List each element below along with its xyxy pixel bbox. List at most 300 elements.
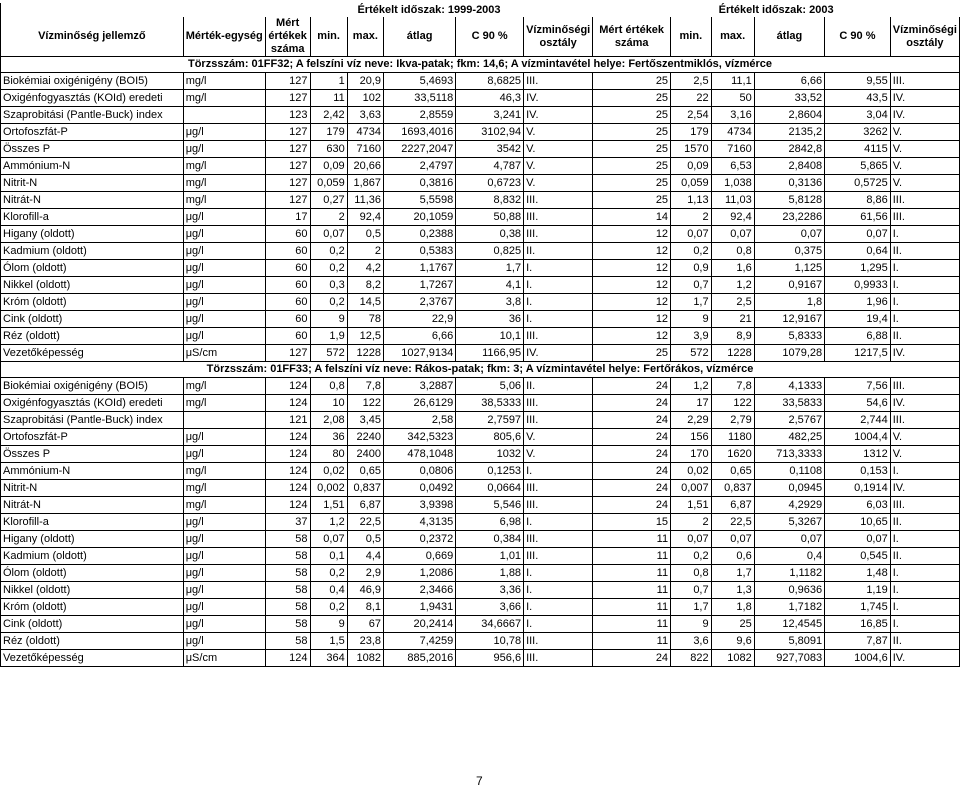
table-cell: V. xyxy=(890,429,959,446)
table-cell: 630 xyxy=(310,141,347,158)
table-cell: 1,7267 xyxy=(384,277,456,294)
table-cell: 2 xyxy=(310,209,347,226)
table-cell: 6,66 xyxy=(754,73,824,90)
table-cell: V. xyxy=(524,158,593,175)
table-cell: V. xyxy=(890,158,959,175)
table-cell: 3,04 xyxy=(825,107,891,124)
table-row xyxy=(1,412,960,429)
table-cell: 1004,6 xyxy=(825,650,891,667)
table-cell: 6,53 xyxy=(711,158,754,175)
col-header-avg: átlag xyxy=(384,17,456,57)
table-cell: μg/l xyxy=(183,565,265,582)
table-row xyxy=(1,260,960,277)
table-cell: 0,7 xyxy=(671,582,712,599)
table-cell: 2,29 xyxy=(671,412,712,429)
table-cell: II. xyxy=(890,328,959,345)
table-cell: 11 xyxy=(593,616,671,633)
table-cell: 0,07 xyxy=(711,226,754,243)
table-cell: 7,87 xyxy=(825,633,891,650)
table-cell: III. xyxy=(890,412,959,429)
table-cell: 50,88 xyxy=(456,209,524,226)
table-cell: III. xyxy=(524,73,593,90)
table-row xyxy=(1,192,960,209)
table-cell: 0,02 xyxy=(671,463,712,480)
table-cell: 0,07 xyxy=(754,226,824,243)
table-cell: 1,1767 xyxy=(384,260,456,277)
table-cell: 12 xyxy=(593,260,671,277)
table-cell: μS/cm xyxy=(183,650,265,667)
table-body xyxy=(1,57,960,667)
table-cell: μg/l xyxy=(183,616,265,633)
table-cell: 124 xyxy=(265,446,310,463)
table-cell: 1,2 xyxy=(671,378,712,395)
table-cell: 60 xyxy=(265,328,310,345)
table-cell: 7,8 xyxy=(347,378,383,395)
table-cell: mg/l xyxy=(183,395,265,412)
table-cell: 1,13 xyxy=(671,192,712,209)
table-cell: 2,3466 xyxy=(384,582,456,599)
table-cell: 127 xyxy=(265,141,310,158)
table-cell: 1,7 xyxy=(456,260,524,277)
table-cell: 0,07 xyxy=(754,531,824,548)
table-cell: 124 xyxy=(265,497,310,514)
table-cell: μS/cm xyxy=(183,345,265,362)
table-cell: 1027,9134 xyxy=(384,345,456,362)
table-cell: 25 xyxy=(593,175,671,192)
table-cell: 12 xyxy=(593,277,671,294)
table-cell: 0,65 xyxy=(347,463,383,480)
table-cell: 0,4 xyxy=(754,548,824,565)
table-cell: 1,9 xyxy=(310,328,347,345)
table-cell: 0,545 xyxy=(825,548,891,565)
table-cell: 927,7083 xyxy=(754,650,824,667)
table-cell: I. xyxy=(890,311,959,328)
table-row xyxy=(1,243,960,260)
table-cell: 1032 xyxy=(456,446,524,463)
table-cell: 12,9167 xyxy=(754,311,824,328)
table-cell: 3102,94 xyxy=(456,124,524,141)
table-cell: Szaprobitási (Pantle-Buck) index xyxy=(1,412,184,429)
table-cell: μg/l xyxy=(183,514,265,531)
table-cell: III. xyxy=(524,328,593,345)
table-cell: Higany (oldott) xyxy=(1,531,184,548)
table-cell: 2,5 xyxy=(711,294,754,311)
table-cell: 3,9398 xyxy=(384,497,456,514)
table-cell: 1,2 xyxy=(310,514,347,531)
table-cell: 4,2929 xyxy=(754,497,824,514)
table-cell: I. xyxy=(890,565,959,582)
table-cell: 2400 xyxy=(347,446,383,463)
table-cell: I. xyxy=(890,582,959,599)
table-cell: 60 xyxy=(265,260,310,277)
table-cell: 0,1108 xyxy=(754,463,824,480)
table-cell: 2135,2 xyxy=(754,124,824,141)
table-row xyxy=(1,175,960,192)
table-cell: 1,745 xyxy=(825,599,891,616)
table-row xyxy=(1,328,960,345)
table-cell: 12 xyxy=(593,226,671,243)
table-cell: III. xyxy=(524,209,593,226)
table-cell: 8,86 xyxy=(825,192,891,209)
table-cell: III. xyxy=(890,378,959,395)
table-cell: 24 xyxy=(593,429,671,446)
table-row xyxy=(1,311,960,328)
table-cell: 7160 xyxy=(347,141,383,158)
table-row xyxy=(1,650,960,667)
table-cell: I. xyxy=(524,277,593,294)
table-cell: 124 xyxy=(265,480,310,497)
table-cell: 25 xyxy=(593,158,671,175)
table-cell: III. xyxy=(890,73,959,90)
table-cell: μg/l xyxy=(183,243,265,260)
table-cell: 5,3267 xyxy=(754,514,824,531)
table-cell: μg/l xyxy=(183,582,265,599)
table-cell: 482,25 xyxy=(754,429,824,446)
table-cell: I. xyxy=(890,616,959,633)
table-cell: 11,03 xyxy=(711,192,754,209)
table-cell: Ortofoszfát-P xyxy=(1,429,184,446)
table-cell: 8,1 xyxy=(347,599,383,616)
table-cell: 80 xyxy=(310,446,347,463)
table-cell: 156 xyxy=(671,429,712,446)
table-cell: V. xyxy=(524,141,593,158)
table-cell: Ólom (oldott) xyxy=(1,260,184,277)
table-cell: I. xyxy=(890,531,959,548)
table-cell: mg/l xyxy=(183,90,265,107)
table-cell: 11 xyxy=(593,599,671,616)
table-cell: Vezetőképesség xyxy=(1,650,184,667)
table-cell: 0,8 xyxy=(310,378,347,395)
table-cell: I. xyxy=(524,599,593,616)
table-cell xyxy=(183,107,265,124)
table-row xyxy=(1,616,960,633)
table-cell: V. xyxy=(524,175,593,192)
table-cell: 12 xyxy=(593,243,671,260)
table-cell: III. xyxy=(524,497,593,514)
table-cell: 2 xyxy=(671,514,712,531)
table-cell: 0,5 xyxy=(347,226,383,243)
table-cell: 4,3135 xyxy=(384,514,456,531)
table-cell: μg/l xyxy=(183,124,265,141)
table-row xyxy=(1,124,960,141)
table-cell: 0,375 xyxy=(754,243,824,260)
table-cell: 124 xyxy=(265,429,310,446)
table-cell: 9 xyxy=(310,616,347,633)
table-cell: III. xyxy=(890,497,959,514)
table-cell: 1082 xyxy=(347,650,383,667)
table-cell: 25 xyxy=(711,616,754,633)
table-cell: 1570 xyxy=(671,141,712,158)
table-cell: 11,36 xyxy=(347,192,383,209)
table-row xyxy=(1,294,960,311)
table-cell: 5,8333 xyxy=(754,328,824,345)
table-cell: 1693,4016 xyxy=(384,124,456,141)
table-cell: I. xyxy=(524,463,593,480)
table-cell: mg/l xyxy=(183,158,265,175)
table-cell: 0,2 xyxy=(671,548,712,565)
table-cell: 9,6 xyxy=(711,633,754,650)
table-cell: 8,6825 xyxy=(456,73,524,90)
table-cell: 24 xyxy=(593,378,671,395)
table-cell: 14,5 xyxy=(347,294,383,311)
col-header-parameter: Vízminőség jellemző xyxy=(1,17,184,57)
table-cell: 1,2 xyxy=(711,277,754,294)
table-cell: Ammónium-N xyxy=(1,463,184,480)
table-cell: 11,1 xyxy=(711,73,754,90)
table-cell: 5,5598 xyxy=(384,192,456,209)
table-cell: 0,9167 xyxy=(754,277,824,294)
table-cell: 121 xyxy=(265,412,310,429)
table-cell: 61,56 xyxy=(825,209,891,226)
col-header-max-2003: max. xyxy=(711,17,754,57)
table-cell: 24 xyxy=(593,650,671,667)
table-cell: 3,66 xyxy=(456,599,524,616)
station-title-row xyxy=(1,57,960,73)
table-cell: μg/l xyxy=(183,209,265,226)
table-cell: Réz (oldott) xyxy=(1,328,184,345)
table-cell: 1,1182 xyxy=(754,565,824,582)
table-cell: Cink (oldott) xyxy=(1,616,184,633)
table-cell: Nikkel (oldott) xyxy=(1,582,184,599)
table-cell: 805,6 xyxy=(456,429,524,446)
table-cell: mg/l xyxy=(183,175,265,192)
table-cell: 6,87 xyxy=(347,497,383,514)
table-cell: 1217,5 xyxy=(825,345,891,362)
table-cell: 4,4 xyxy=(347,548,383,565)
table-cell: 342,5323 xyxy=(384,429,456,446)
table-cell: III. xyxy=(524,531,593,548)
table-cell: 9,55 xyxy=(825,73,891,90)
table-cell: 2,9 xyxy=(347,565,383,582)
table-cell: 24 xyxy=(593,463,671,480)
table-cell: 885,2016 xyxy=(384,650,456,667)
table-cell: 1,01 xyxy=(456,548,524,565)
table-cell: 23,2286 xyxy=(754,209,824,226)
table-cell: 0,64 xyxy=(825,243,891,260)
column-header-row xyxy=(1,17,960,57)
table-cell: 1004,4 xyxy=(825,429,891,446)
table-cell: 22,5 xyxy=(711,514,754,531)
table-cell: 6,98 xyxy=(456,514,524,531)
table-cell: 7,8 xyxy=(711,378,754,395)
table-cell: 1,5 xyxy=(310,633,347,650)
table-cell: 50 xyxy=(711,90,754,107)
table-cell: 7,56 xyxy=(825,378,891,395)
table-cell: 179 xyxy=(310,124,347,141)
table-row xyxy=(1,548,960,565)
table-cell: IV. xyxy=(890,107,959,124)
table-cell: Vezetőképesség xyxy=(1,345,184,362)
table-cell: 26,6129 xyxy=(384,395,456,412)
col-header-max: max. xyxy=(347,17,383,57)
table-cell: V. xyxy=(890,124,959,141)
table-cell: 20,66 xyxy=(347,158,383,175)
table-cell: 1,7182 xyxy=(754,599,824,616)
table-cell: 25 xyxy=(593,141,671,158)
table-cell: 60 xyxy=(265,226,310,243)
table-cell: Nitrát-N xyxy=(1,497,184,514)
table-cell: 4734 xyxy=(711,124,754,141)
table-cell: 24 xyxy=(593,497,671,514)
table-cell: 2,54 xyxy=(671,107,712,124)
table-cell: 9 xyxy=(310,311,347,328)
table-cell: 1,96 xyxy=(825,294,891,311)
table-cell: 1312 xyxy=(825,446,891,463)
table-row xyxy=(1,514,960,531)
table-cell: 3542 xyxy=(456,141,524,158)
table-cell: 8,9 xyxy=(711,328,754,345)
table-cell: 12 xyxy=(593,311,671,328)
table-cell: 0,07 xyxy=(711,531,754,548)
table-cell: II. xyxy=(524,243,593,260)
table-cell: 4,787 xyxy=(456,158,524,175)
period-2003: Értékelt időszak: 2003 xyxy=(718,4,834,16)
table-cell: Réz (oldott) xyxy=(1,633,184,650)
table-cell: 3,16 xyxy=(711,107,754,124)
table-row xyxy=(1,378,960,395)
table-cell: 17 xyxy=(265,209,310,226)
table-cell: 0,6723 xyxy=(456,175,524,192)
table-cell: Cink (oldott) xyxy=(1,311,184,328)
table-cell: 0,0664 xyxy=(456,480,524,497)
table-cell: IV. xyxy=(890,395,959,412)
table-cell: 1 xyxy=(310,73,347,90)
table-cell: 0,2 xyxy=(310,260,347,277)
table-cell: 67 xyxy=(347,616,383,633)
table-cell: 10 xyxy=(310,395,347,412)
table-cell: 37 xyxy=(265,514,310,531)
table-cell: Összes P xyxy=(1,141,184,158)
table-cell: 3,8 xyxy=(456,294,524,311)
table-cell: III. xyxy=(890,209,959,226)
table-cell: 9 xyxy=(671,616,712,633)
table-cell: μg/l xyxy=(183,328,265,345)
table-cell: μg/l xyxy=(183,260,265,277)
table-cell: 0,65 xyxy=(711,463,754,480)
table-cell: 0,38 xyxy=(456,226,524,243)
table-cell: 1166,95 xyxy=(456,345,524,362)
table-cell: 33,5118 xyxy=(384,90,456,107)
table-cell: 1,125 xyxy=(754,260,824,277)
col-header-count-2003: Mért értékek száma xyxy=(593,17,671,57)
table-cell: 92,4 xyxy=(711,209,754,226)
table-cell: mg/l xyxy=(183,463,265,480)
table-cell: 11 xyxy=(593,531,671,548)
table-cell: III. xyxy=(524,480,593,497)
table-cell: 25 xyxy=(593,73,671,90)
table-cell: 1,8 xyxy=(711,599,754,616)
period-1999-2003: Értékelt időszak: 1999-2003 xyxy=(357,4,501,16)
table-cell: μg/l xyxy=(183,446,265,463)
table-cell: 58 xyxy=(265,599,310,616)
table-cell: 58 xyxy=(265,616,310,633)
table-cell: 1,867 xyxy=(347,175,383,192)
table-cell: 25 xyxy=(593,345,671,362)
table-cell: Szaprobitási (Pantle-Buck) index xyxy=(1,107,184,124)
table-cell: I. xyxy=(524,582,593,599)
table-cell: 36 xyxy=(310,429,347,446)
table-cell: 21 xyxy=(711,311,754,328)
table-cell: 10,1 xyxy=(456,328,524,345)
table-cell: 58 xyxy=(265,633,310,650)
table-cell: 822 xyxy=(671,650,712,667)
table-cell: I. xyxy=(890,277,959,294)
table-cell: 20,1059 xyxy=(384,209,456,226)
table-cell: 33,5833 xyxy=(754,395,824,412)
table-cell: 3,63 xyxy=(347,107,383,124)
table-cell: Klorofill-a xyxy=(1,514,184,531)
table-cell: I. xyxy=(524,514,593,531)
table-cell: 1,038 xyxy=(711,175,754,192)
table-cell: 0,002 xyxy=(310,480,347,497)
table-cell: 3,36 xyxy=(456,582,524,599)
table-cell: 2,8408 xyxy=(754,158,824,175)
col-header-c90: C 90 % xyxy=(456,17,524,57)
table-cell: 0,09 xyxy=(671,158,712,175)
table-cell: Kadmium (oldott) xyxy=(1,243,184,260)
table-cell: 8,832 xyxy=(456,192,524,209)
table-cell: 4,2 xyxy=(347,260,383,277)
col-header-c90-2003: C 90 % xyxy=(825,17,891,57)
table-cell: 0,1253 xyxy=(456,463,524,480)
col-header-unit: Mérték-egység xyxy=(183,17,265,57)
table-row xyxy=(1,73,960,90)
table-cell: 1,48 xyxy=(825,565,891,582)
table-cell: μg/l xyxy=(183,599,265,616)
station-title: Törzsszám: 01FF32; A felszíni víz neve: Ikva-patak; fkm: 14,6; A vízmintavétel helye: Fertőszentmiklós, vízmérce xyxy=(1,57,960,73)
table-cell: 12 xyxy=(593,328,671,345)
table-cell: 22 xyxy=(671,90,712,107)
table-cell: 0,384 xyxy=(456,531,524,548)
table-cell: 9 xyxy=(671,311,712,328)
table-cell: 6,87 xyxy=(711,497,754,514)
table-cell: 10,65 xyxy=(825,514,891,531)
table-cell: 1180 xyxy=(711,429,754,446)
table-cell: 127 xyxy=(265,158,310,175)
table-cell: 1228 xyxy=(711,345,754,362)
table-cell: III. xyxy=(524,226,593,243)
table-cell: 0,0806 xyxy=(384,463,456,480)
col-header-class: Vízminőségi osztály xyxy=(524,17,593,57)
table-cell: V. xyxy=(524,429,593,446)
table-cell: mg/l xyxy=(183,480,265,497)
table-cell: 11 xyxy=(593,565,671,582)
table-cell: Kadmium (oldott) xyxy=(1,548,184,565)
col-header-class-2003: Vízminőségi osztály xyxy=(890,17,959,57)
table-cell: 0,27 xyxy=(310,192,347,209)
table-cell: 0,2388 xyxy=(384,226,456,243)
table-cell: 127 xyxy=(265,175,310,192)
table-cell: I. xyxy=(524,260,593,277)
table-cell: 20,2414 xyxy=(384,616,456,633)
table-cell: Nitrit-N xyxy=(1,480,184,497)
table-cell: IV. xyxy=(890,345,959,362)
table-cell: 1620 xyxy=(711,446,754,463)
table-cell: 60 xyxy=(265,243,310,260)
table-row xyxy=(1,497,960,514)
table-cell: 11 xyxy=(593,582,671,599)
table-cell: 92,4 xyxy=(347,209,383,226)
table-row xyxy=(1,158,960,175)
table-cell: 38,5333 xyxy=(456,395,524,412)
table-cell: 2 xyxy=(347,243,383,260)
table-row xyxy=(1,429,960,446)
table-cell: V. xyxy=(890,141,959,158)
table-cell: μg/l xyxy=(183,294,265,311)
table-cell: I. xyxy=(524,311,593,328)
table-cell: Oxigénfogyasztás (KOId) eredeti xyxy=(1,90,184,107)
table-cell: 0,9933 xyxy=(825,277,891,294)
